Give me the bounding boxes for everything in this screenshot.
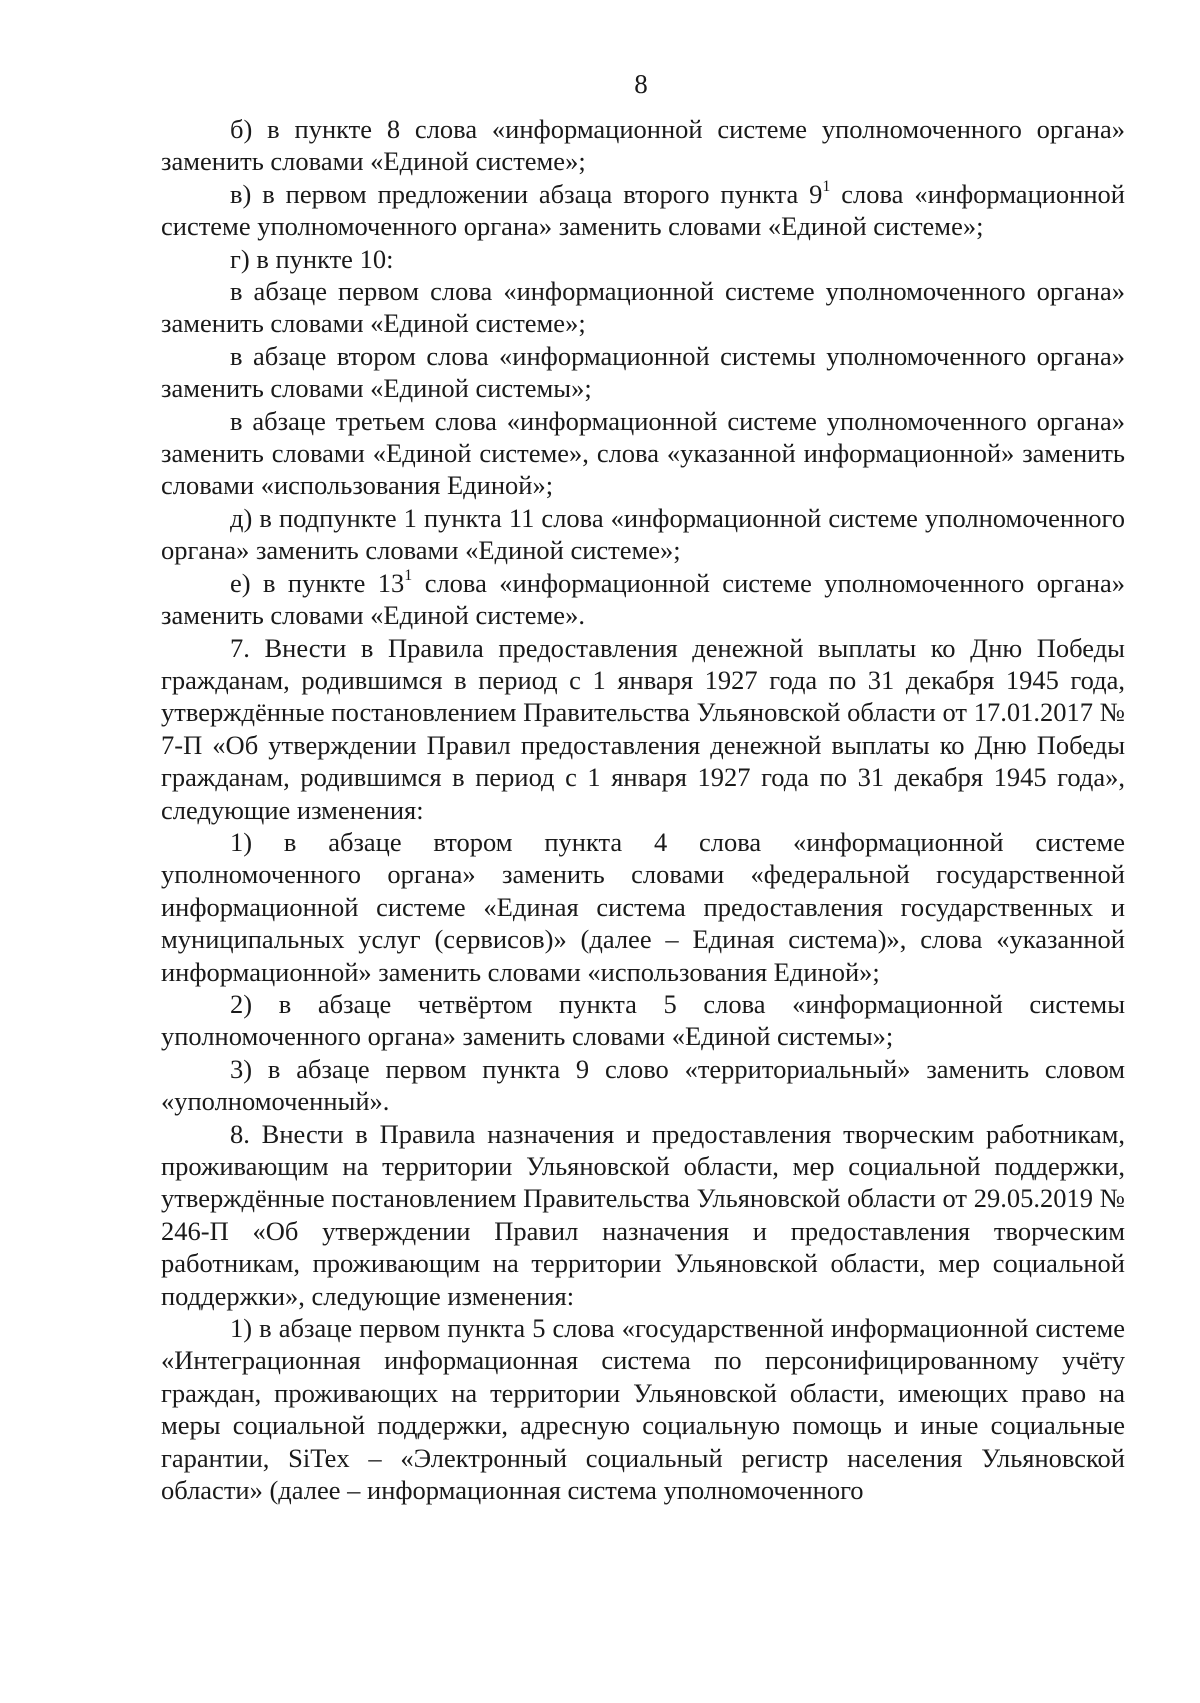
paragraph-7-3: 3) в абзаце первом пункта 9 слово «территориальный» заменить словом «уполномоченный».	[161, 1053, 1125, 1117]
paragraph-7-2: 2) в абзаце четвёртом пункта 5 слова «информационной системы уполномоченного органа» заменить словами «Единой системы»;	[161, 988, 1125, 1052]
paragraph-e-text: е) в пункте 13	[230, 567, 405, 598]
paragraph-d: д) в подпункте 1 пункта 11 слова «информационной системе уполномоченного органа» заменить словами «Единой системе»;	[161, 502, 1125, 566]
paragraph-e-text-cont: слова «информационной системе уполномоченного органа» заменить словами «Единой системе».	[161, 567, 1125, 631]
paragraph-g-first: в абзаце первом слова «информационной системе уполномоченного органа» заменить словами «Единой системе»;	[161, 276, 1125, 339]
paragraph-g: г) в пункте 10:	[230, 243, 394, 274]
paragraph-8-1: 1) в абзаце первом пункта 5 слова «государственной информационной системе «Интеграционная информационная система по персонифицированному учёту граждан, проживающих на территории Ульяновской области, имеющих право на меры социальной поддержки, адресную социальную помощь и иные социальные гарантии, SiTex – «Электронный социальный регистр населения Ульяновской области» (далее – информационная система уполномоченного	[161, 1313, 1125, 1506]
paragraph-v-text-cont: слова «информационной системе уполномоченного органа» заменить словами «Единой системе»;	[161, 178, 1125, 242]
paragraph-7-1: 1) в абзаце втором пункта 4 слова «информационной системе уполномоченного органа» заменить словами «федеральной государственной информационной системе «Единая система предоставления государственных и муниципальных услуг (сервисов)» (далее – Единая система)», слова «указанной информационной» заменить словами «использования Единой»;	[161, 826, 1125, 987]
paragraph-8: 8. Внести в Правила назначения и предоставления творческим работникам, проживающим на территории Ульяновской области, мер социальной поддержки, утверждённые постановлением Правительства Ульяновской области от 29.05.2019 № 246-П «Об утверждении Правил назначения и предоставления творческим работникам, проживающим на территории Ульяновской области, мер социальной поддержки», следующие изменения:	[161, 1118, 1125, 1311]
paragraph-v	[161, 178, 1125, 243]
paragraph-v-text: в) в первом предложении абзаца второго пункта 9	[230, 178, 823, 209]
paragraph-b: б) в пункте 8 слова «информационной системе уполномоченного органа» заменить словами «Единой системе»;	[161, 114, 1125, 177]
paragraph-g-second: в абзаце втором слова «информационной системы уполномоченного органа» заменить словами «Единой системы»;	[161, 340, 1125, 404]
paragraph-e	[161, 567, 1125, 632]
document-body	[161, 113, 1125, 1506]
page-number: 8	[634, 69, 648, 99]
paragraph-g-third: в абзаце третьем слова «информационной системе уполномоченного органа» заменить словами «Единой системе», слова «указанной информационной» заменить словами «использования Единой»;	[161, 405, 1125, 501]
superscript: 1	[822, 177, 831, 195]
superscript: 1	[404, 566, 413, 584]
paragraph-7: 7. Внести в Правила предоставления денежной выплаты ко Дню Победы гражданам, родившимся в период с 1 января 1927 года по 31 декабря 1945 года, утверждённые постановлением Правительства Ульяновской области от 17.01.2017 № 7-П «Об утверждении Правил предоставления денежной выплаты ко Дню Победы гражданам, родившимся в период с 1 января 1927 года по 31 декабря 1945 года», следующие изменения:	[161, 632, 1125, 825]
